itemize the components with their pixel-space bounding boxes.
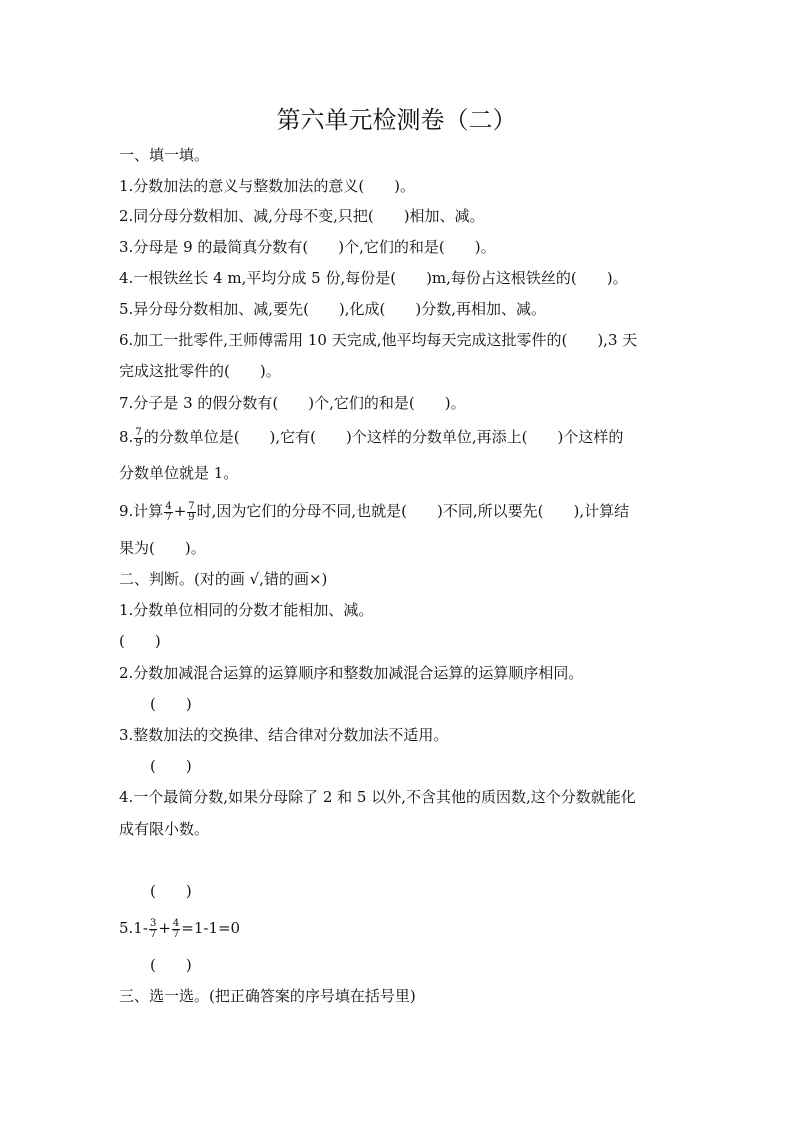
q8-frac-den: 9	[135, 437, 142, 449]
q9-rest: 时,因为它们的分母不同,也就是( )不同,所以要先( ),计算结	[196, 502, 630, 520]
q5-plus: +	[158, 919, 171, 937]
q9-f2-den: 9	[188, 511, 195, 523]
q8-prefix: 8.	[119, 428, 134, 446]
q9-f1-num: 4	[165, 500, 172, 512]
fill-question-9	[119, 501, 629, 523]
q9-f1-den: 7	[165, 511, 172, 523]
judge-question-1: 1.分数单位相同的分数才能相加、减。	[119, 601, 374, 619]
q5-fraction-2	[172, 919, 180, 940]
judge-answer-3: ( )	[150, 757, 192, 775]
q9-fraction-2	[187, 502, 195, 523]
section2-heading: 二、判断。(对的画 √,错的画×)	[119, 570, 328, 588]
fill-question-4: 4.一根铁丝长 4 m,平均分成 5 份,每份是( )m,每份占这根铁丝的( )。	[119, 269, 628, 287]
q9-prefix: 9.计算	[119, 502, 164, 520]
judge-question-5	[119, 918, 240, 940]
q5-fraction-1	[149, 919, 157, 940]
judge-question-2: 2.分数加减混合运算的运算顺序和整数加减混合运算的运算顺序相同。	[119, 664, 584, 682]
section1-heading: 一、填一填。	[119, 146, 210, 164]
q8-frac-num: 7	[135, 426, 142, 438]
fill-question-8-line2: 分数单位就是 1。	[119, 464, 239, 482]
fill-question-6-line2: 完成这批零件的( )。	[119, 362, 281, 380]
fill-question-2: 2.同分母分数相加、减,分母不变,只把( )相加、减。	[119, 207, 485, 225]
q5-f1-num: 3	[149, 917, 157, 929]
judge-question-3: 3.整数加法的交换律、结合律对分数加法不适用。	[119, 726, 449, 744]
q9-fraction-1	[164, 502, 172, 523]
fill-question-8	[119, 427, 623, 449]
judge-answer-2: ( )	[150, 695, 192, 713]
fill-question-9-line2: 果为( )。	[119, 539, 206, 557]
q5-f2-den: 7	[172, 928, 180, 940]
section3-heading: 三、选一选。(把正确答案的序号填在括号里)	[119, 987, 416, 1005]
q9-plus: +	[173, 502, 187, 520]
q9-f2-num: 7	[188, 500, 195, 512]
page-title: 第六单元检测卷（二）	[276, 106, 517, 134]
judge-answer-5: ( )	[150, 956, 192, 974]
fill-question-1: 1.分数加法的意义与整数加法的意义( )。	[119, 177, 416, 195]
q8-fraction	[134, 428, 142, 449]
fill-question-3: 3.分母是 9 的最简真分数有( )个,它们的和是( )。	[119, 238, 496, 256]
q5-prefix: 5.1-	[119, 919, 148, 937]
judge-answer-1: ( )	[119, 632, 161, 650]
q5-f1-den: 7	[149, 928, 157, 940]
judge-answer-4: ( )	[150, 882, 192, 900]
judge-question-4-line2: 成有限小数。	[119, 820, 210, 838]
q5-rest: =1-1=0	[181, 919, 241, 937]
fill-question-5: 5.异分母分数相加、减,要先( ),化成( )分数,再相加、减。	[119, 300, 547, 318]
q8-rest: 的分数单位是( ),它有( )个这样的分数单位,再添上( )个这样的	[143, 428, 624, 446]
judge-question-4-line1: 4.一个最简分数,如果分母除了 2 和 5 以外,不含其他的质因数,这个分数就能化	[119, 788, 636, 806]
q5-f2-num: 4	[172, 917, 180, 929]
fill-question-6-line1: 6.加工一批零件,王师傅需用 10 天完成,他平均每天完成这批零件的( ),3 天	[119, 331, 638, 349]
fill-question-7: 7.分子是 3 的假分数有( )个,它们的和是( )。	[119, 394, 466, 412]
